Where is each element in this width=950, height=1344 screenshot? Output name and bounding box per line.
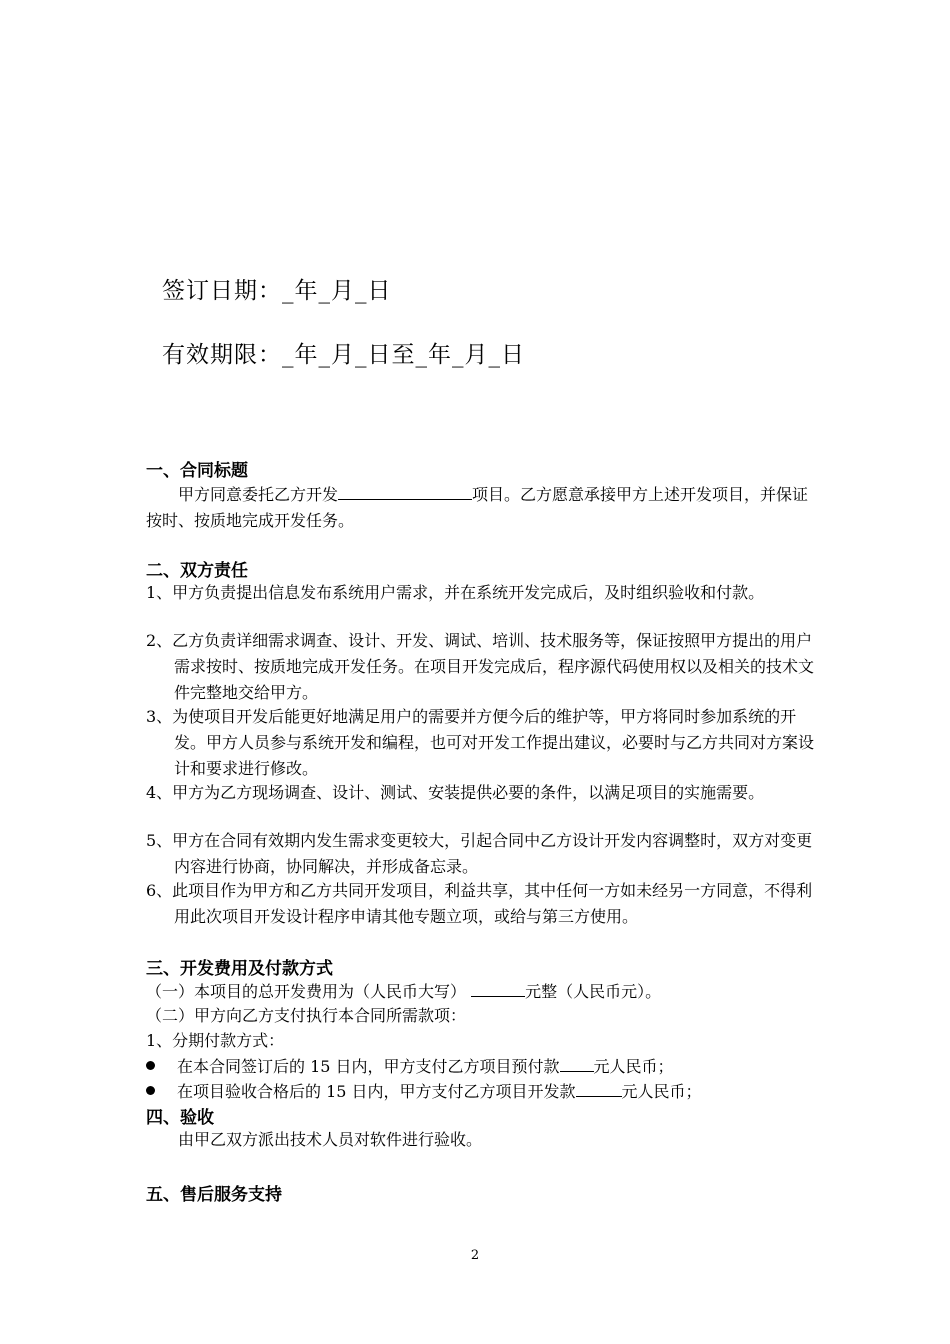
responsibility-item-4: 4、甲方为乙方现场调查、设计、测试、安装提供必要的条件，以满足项目的实施需要。	[146, 783, 765, 802]
bullet-2-text-before: 在项目验收合格后的 15 日内，甲方支付乙方项目开发款	[177, 1082, 576, 1101]
section-heading-acceptance: 四、验收	[146, 1108, 214, 1128]
responsibility-item-3: 3、为使项目开发后能更好地满足用户的需要并方便今后的维护等，甲方将同时参加系统的开发。甲方人员参与系统开发和编程，也可对开发工作提出建议，必要时与乙方共同对方案设计和要求进行修改。	[146, 707, 815, 778]
responsibility-item-6: 6、此项目作为甲方和乙方共同开发项目，利益共享，其中任何一方如未经另一方同意，不得利用此次项目开发设计程序申请其他专题立项，或给与第三方使用。	[146, 881, 813, 926]
advance-payment-blank	[560, 1053, 594, 1072]
responsibility-item-2: 2、乙方负责详细需求调查、设计、开发、调试、培训、技术服务等，保证按照甲方提出的用户需求按时、按质地完成开发任务。在项目开发完成后，程序源代码使用权以及相关的技术文件完整地交给甲方。	[146, 631, 815, 702]
sign-date-line: 签订日期：_年_月_日	[162, 278, 392, 304]
development-payment-blank	[576, 1078, 622, 1097]
paragraph-text-after-blank: 项目。乙方愿意承接甲方上述开发项目，并保证按时、按质地完成开发任务。	[146, 485, 809, 530]
total-fee-text-before: （一）本项目的总开发费用为（人民币大写）	[146, 982, 467, 1001]
total-fee-line	[146, 978, 661, 1005]
section-heading-responsibilities: 二、双方责任	[146, 561, 248, 581]
section-heading-title: 一、合同标题	[146, 461, 248, 481]
payment-bullet-2	[146, 1078, 702, 1105]
responsibility-item-5: 5、甲方在合同有效期内发生需求变更较大，引起合同中乙方设计开发内容调整时，双方对变更内容进行协商，协同解决，并形成备忘录。	[146, 831, 813, 876]
total-fee-blank	[471, 978, 525, 997]
section-heading-after-sales: 五、售后服务支持	[146, 1185, 282, 1205]
section-heading-fees: 三、开发费用及付款方式	[146, 959, 333, 979]
valid-period-line: 有效期限：_年_月_日至_年_月_日	[162, 342, 525, 368]
installment-line: 1、分期付款方式：	[146, 1031, 285, 1050]
bullet-dot-icon	[146, 1086, 155, 1095]
bullet-dot-icon	[146, 1061, 155, 1070]
total-fee-text-after: 元整（人民币元）。	[525, 982, 662, 1001]
bullet-2-text-after: 元人民币；	[621, 1082, 702, 1101]
paragraph-text-before-blank: 甲方同意委托乙方开发	[178, 485, 339, 504]
acceptance-paragraph: 由甲乙双方派出技术人员对软件进行验收。	[178, 1130, 483, 1149]
bullet-1-text-after: 元人民币；	[593, 1057, 674, 1076]
bullet-1-text-before: 在本合同签订后的 15 日内，甲方支付乙方项目预付款	[177, 1057, 560, 1076]
page-number: 2	[470, 1248, 480, 1263]
payment-bullet-1	[146, 1053, 674, 1080]
responsibility-item-1: 1、甲方负责提出信息发布系统用户需求，并在系统开发完成后，及时组织验收和付款。	[146, 583, 765, 602]
payment-terms-line: （二）甲方向乙方支付执行本合同所需款项：	[146, 1006, 467, 1025]
project-name-blank	[338, 481, 472, 500]
contract-title-paragraph	[146, 481, 822, 534]
